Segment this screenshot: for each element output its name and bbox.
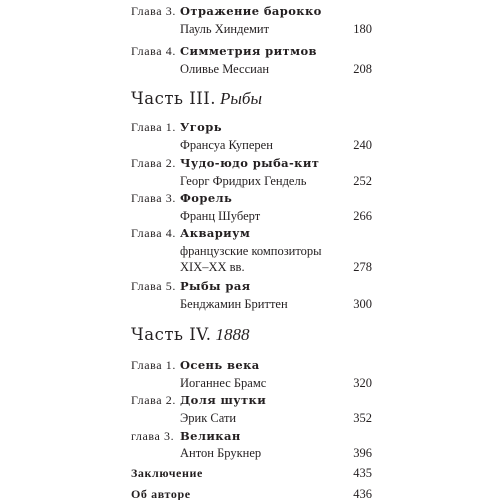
page-number: 240: [353, 138, 372, 152]
chapter-title: Осень века: [180, 358, 260, 372]
chapter-title: Форель: [180, 191, 233, 205]
page-number: 208: [353, 62, 372, 76]
part-subtitle: 1888: [215, 325, 250, 344]
chapter-label: Глава 1.: [131, 358, 176, 372]
part-heading: [131, 325, 249, 345]
chapter-title: Доля шутки: [180, 393, 267, 407]
chapter-title: Рыбы рая: [180, 279, 251, 293]
chapter-label: Глава 2.: [131, 156, 176, 170]
page-number: 352: [353, 411, 372, 425]
chapter-label: Глава 3.: [131, 4, 176, 18]
chapter-title: Чудо-юдо рыба-кит: [180, 156, 320, 170]
page-number: 278: [353, 260, 372, 274]
chapter-label: Глава 1.: [131, 120, 176, 134]
chapter-author: Георг Фридрих Гендель: [180, 174, 307, 188]
chapter-label: Глава 5.: [131, 279, 176, 293]
page-number: 180: [353, 22, 372, 36]
conclusion-label: Заключение: [131, 466, 203, 480]
chapter-title: Отражение барокко: [180, 4, 322, 18]
part-subtitle: Рыбы: [220, 89, 262, 108]
page-number: 396: [353, 446, 372, 460]
chapter-label: Глава 3.: [131, 191, 176, 205]
chapter-title: Аквариум: [180, 226, 251, 240]
chapter-label: Глава 4.: [131, 226, 176, 240]
part-name: Часть III.: [131, 89, 216, 108]
chapter-title: Великан: [180, 429, 241, 443]
page-number: 436: [353, 487, 372, 500]
chapter-label: Глава 2.: [131, 393, 176, 407]
chapter-label: Глава 4.: [131, 44, 176, 58]
page-number: 300: [353, 297, 372, 311]
chapter-author: Оливье Мессиан: [180, 62, 270, 76]
page-number: 435: [353, 466, 372, 480]
chapter-author: Эрик Сати: [180, 411, 237, 425]
chapter-author: XIX–XX вв.: [180, 260, 245, 274]
chapter-title: Угорь: [180, 120, 222, 134]
page-number: 266: [353, 209, 372, 223]
chapter-author: французские композиторы: [180, 244, 322, 258]
toc-entry: [0, 393, 500, 415]
part-name: Часть IV.: [131, 325, 212, 344]
part-heading: [131, 89, 262, 109]
chapter-author: Иоганнес Брамс: [180, 376, 267, 390]
about-author-label: Об авторе: [131, 487, 191, 500]
chapter-author: Франсуа Куперен: [180, 138, 273, 152]
page-number: 252: [353, 174, 372, 188]
chapter-title: Симметрия ритмов: [180, 44, 317, 58]
chapter-author: Антон Брукнер: [180, 446, 262, 460]
chapter-author: Пауль Хиндемит: [180, 22, 270, 36]
page-number: 320: [353, 376, 372, 390]
chapter-author: Франц Шуберт: [180, 209, 261, 223]
chapter-label: глава 3.: [131, 429, 175, 443]
chapter-author: Бенджамин Бриттен: [180, 297, 288, 311]
